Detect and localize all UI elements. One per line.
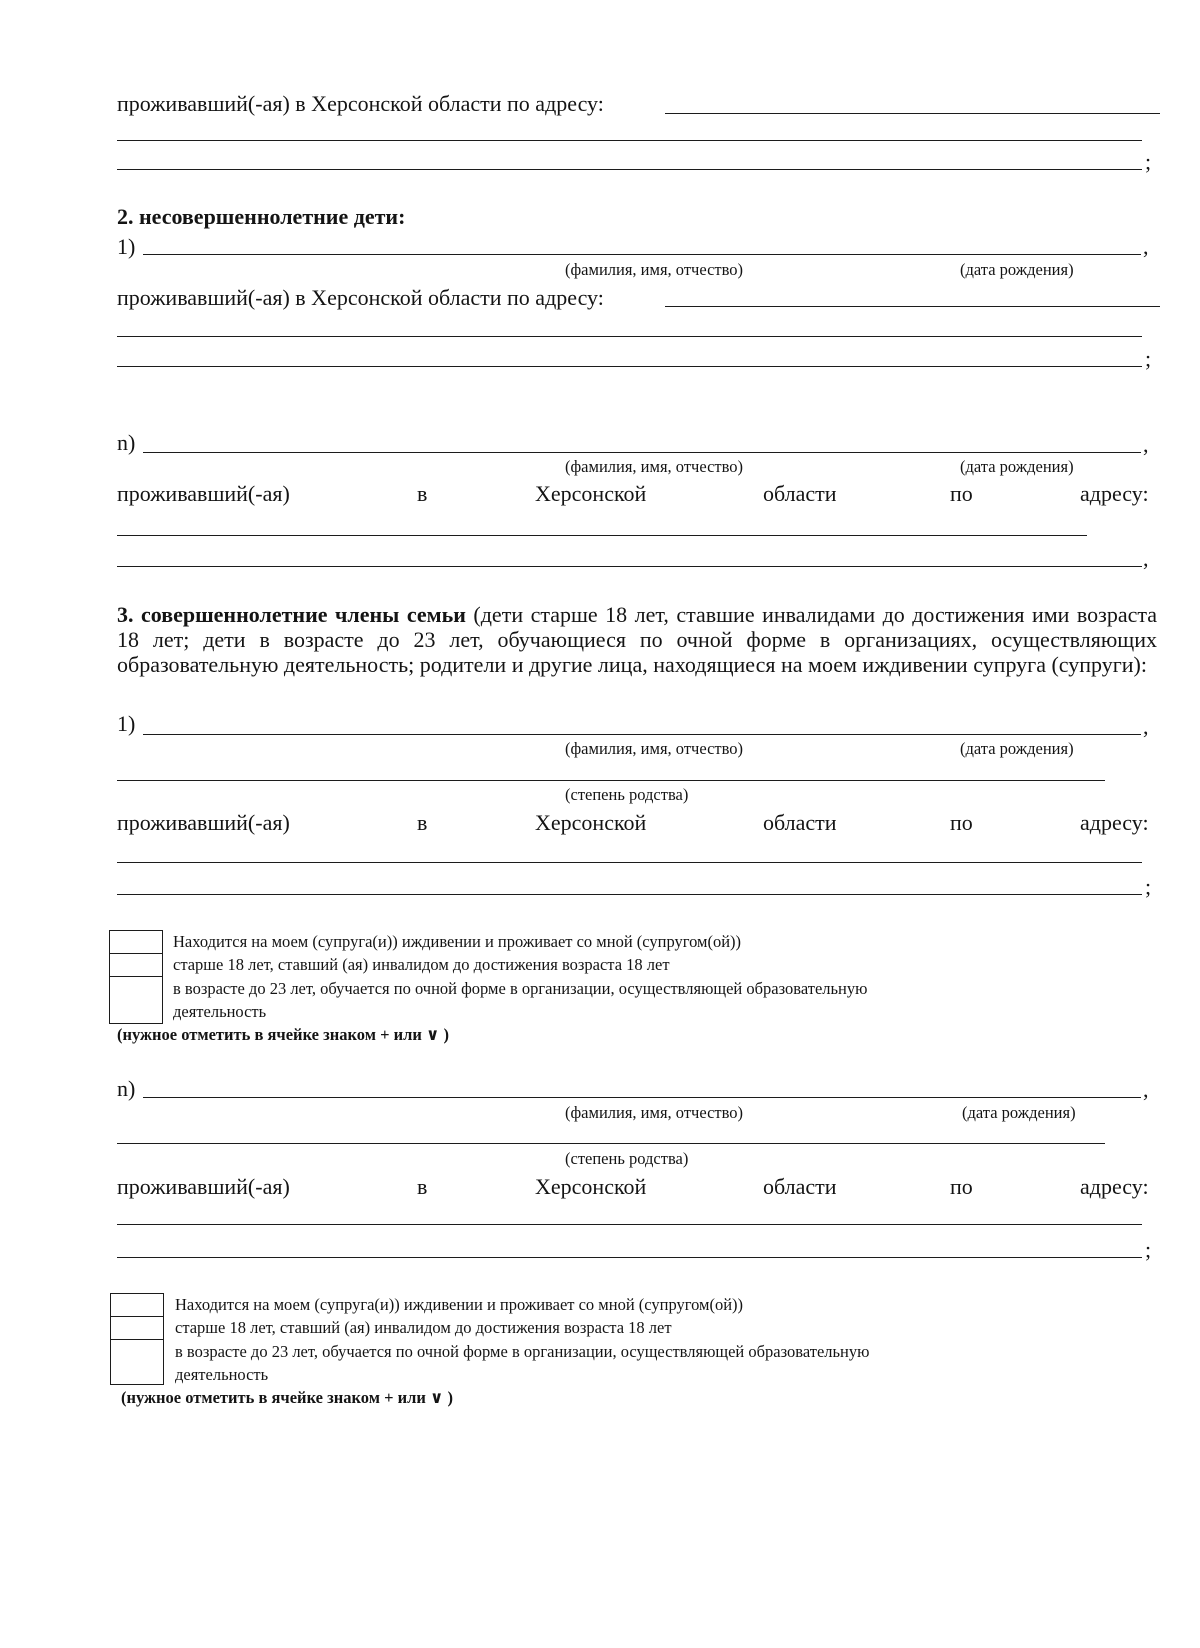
checklist-note: (нужное отметить в ячейке знаком + или ∨ ) xyxy=(121,1388,454,1407)
student-option-label-cont: деятельность xyxy=(173,1002,267,1021)
child-1-address-field[interactable] xyxy=(665,306,1160,307)
kherson-label: Херсонской xyxy=(535,810,647,835)
adult-1-name-field[interactable] xyxy=(143,734,1141,735)
line-end-semicolon: ; xyxy=(1145,874,1152,899)
line-end-comma: , xyxy=(1143,714,1149,739)
line-end-semicolon: ; xyxy=(1145,149,1152,174)
adult-n-name-field[interactable] xyxy=(143,1097,1141,1098)
in-label: в xyxy=(417,810,428,835)
address-field[interactable] xyxy=(665,113,1160,114)
checklist-note: (нужное отметить в ячейке знаком + или ∨ ) xyxy=(117,1025,450,1044)
dob-caption: (дата рождения) xyxy=(962,1103,1076,1122)
line-end-comma: , xyxy=(1143,432,1149,457)
child-1-address-field-line3[interactable] xyxy=(117,366,1142,367)
fio-caption: (фамилия, имя, отчество) xyxy=(565,260,744,279)
line-end-comma: , xyxy=(1143,1077,1149,1102)
adult-1-kinship-field[interactable] xyxy=(117,780,1105,781)
in-label: в xyxy=(417,481,428,506)
child-n-address-field-line2[interactable] xyxy=(117,566,1142,567)
child-1-number: 1) xyxy=(117,234,136,259)
adult-1-dependent-checkbox[interactable] xyxy=(109,930,163,954)
adult-n-dependent-checkbox[interactable] xyxy=(110,1293,164,1317)
adult-1-number: 1) xyxy=(117,711,136,736)
by-label: по xyxy=(950,810,973,835)
address-word-label: адресу: xyxy=(1080,810,1149,835)
adult-n-student-checkbox[interactable] xyxy=(110,1339,164,1385)
adult-n-disabled-checkbox[interactable] xyxy=(110,1316,164,1340)
fio-caption: (фамилия, имя, отчество) xyxy=(565,457,744,476)
student-option-label-cont: деятельность xyxy=(175,1365,269,1384)
adult-1-address-field-line2[interactable] xyxy=(117,894,1142,895)
lived-label: проживавший(-ая) xyxy=(117,810,290,835)
line-end-comma: , xyxy=(1143,546,1149,571)
by-label: по xyxy=(950,481,973,506)
dob-caption: (дата рождения) xyxy=(960,260,1074,279)
fio-caption: (фамилия, имя, отчество) xyxy=(565,1103,744,1122)
child-n-address-field[interactable] xyxy=(117,535,1087,536)
region-label: области xyxy=(763,1174,837,1199)
region-label: области xyxy=(763,481,837,506)
address-field-line2[interactable] xyxy=(117,140,1142,141)
line-end-semicolon: ; xyxy=(1145,1237,1152,1262)
fio-caption: (фамилия, имя, отчество) xyxy=(565,739,744,758)
address-label: проживавший(-ая) в Херсонской области по адресу: xyxy=(117,91,604,116)
kinship-caption: (степень родства) xyxy=(565,785,689,804)
in-label: в xyxy=(417,1174,428,1199)
adult-n-kinship-field[interactable] xyxy=(117,1143,1105,1144)
child-n-name-field[interactable] xyxy=(143,452,1141,453)
child-1-name-field[interactable] xyxy=(143,254,1141,255)
dob-caption: (дата рождения) xyxy=(960,457,1074,476)
section3-heading-bold: 3. совершеннолетние члены семьи xyxy=(117,602,466,627)
kherson-label: Херсонской xyxy=(535,1174,647,1199)
child-n-number: n) xyxy=(117,430,136,455)
student-option-label: в возрасте до 23 лет, обучается по очной форме в организации, осуществляющей образовательную xyxy=(175,1342,870,1361)
adult-1-disabled-checkbox[interactable] xyxy=(109,953,163,977)
address-field-line3[interactable] xyxy=(117,169,1142,170)
adult-1-address-field[interactable] xyxy=(117,862,1142,863)
dependent-option-label: Находится на моем (супруга(и)) иждивении и проживает со мной (супругом(ой)) xyxy=(175,1295,744,1314)
kherson-label: Херсонской xyxy=(535,481,647,506)
kinship-caption: (степень родства) xyxy=(565,1149,689,1168)
lived-label: проживавший(-ая) xyxy=(117,481,290,506)
disabled-option-label: старше 18 лет, ставший (ая) инвалидом до достижения возраста 18 лет xyxy=(173,955,670,974)
section3-heading-text: (дети старше 18 лет, ставшие инвалидами до достижения ими возраста 18 лет; дети в возрасте до 23 лет, обучающиеся по очной форме в организациях, осуществляющих образовательную деятельность; родители и другие лица, находящиеся на моем иждивении супруга (супруги): xyxy=(117,602,1158,677)
dob-caption: (дата рождения) xyxy=(960,739,1074,758)
disabled-option-label: старше 18 лет, ставший (ая) инвалидом до достижения возраста 18 лет xyxy=(175,1318,672,1337)
by-label: по xyxy=(950,1174,973,1199)
adult-1-student-checkbox[interactable] xyxy=(109,976,163,1024)
dependent-option-label: Находится на моем (супруга(и)) иждивении и проживает со мной (супругом(ой)) xyxy=(173,932,742,951)
lived-label: проживавший(-ая) xyxy=(117,1174,290,1199)
adult-n-address-field[interactable] xyxy=(117,1224,1142,1225)
address-word-label: адресу: xyxy=(1080,481,1149,506)
child-1-address-field-line2[interactable] xyxy=(117,336,1142,337)
section3-heading xyxy=(117,602,1157,677)
line-end-semicolon: ; xyxy=(1145,346,1152,371)
address-word-label: адресу: xyxy=(1080,1174,1149,1199)
section2-heading: 2. несовершеннолетние дети: xyxy=(117,204,406,229)
adult-n-address-field-line2[interactable] xyxy=(117,1257,1142,1258)
student-option-label: в возрасте до 23 лет, обучается по очной форме в организации, осуществляющей образовательную xyxy=(173,979,868,998)
adult-n-number: n) xyxy=(117,1076,136,1101)
region-label: области xyxy=(763,810,837,835)
address-label: проживавший(-ая) в Херсонской области по адресу: xyxy=(117,285,604,310)
line-end-comma: , xyxy=(1143,234,1149,259)
